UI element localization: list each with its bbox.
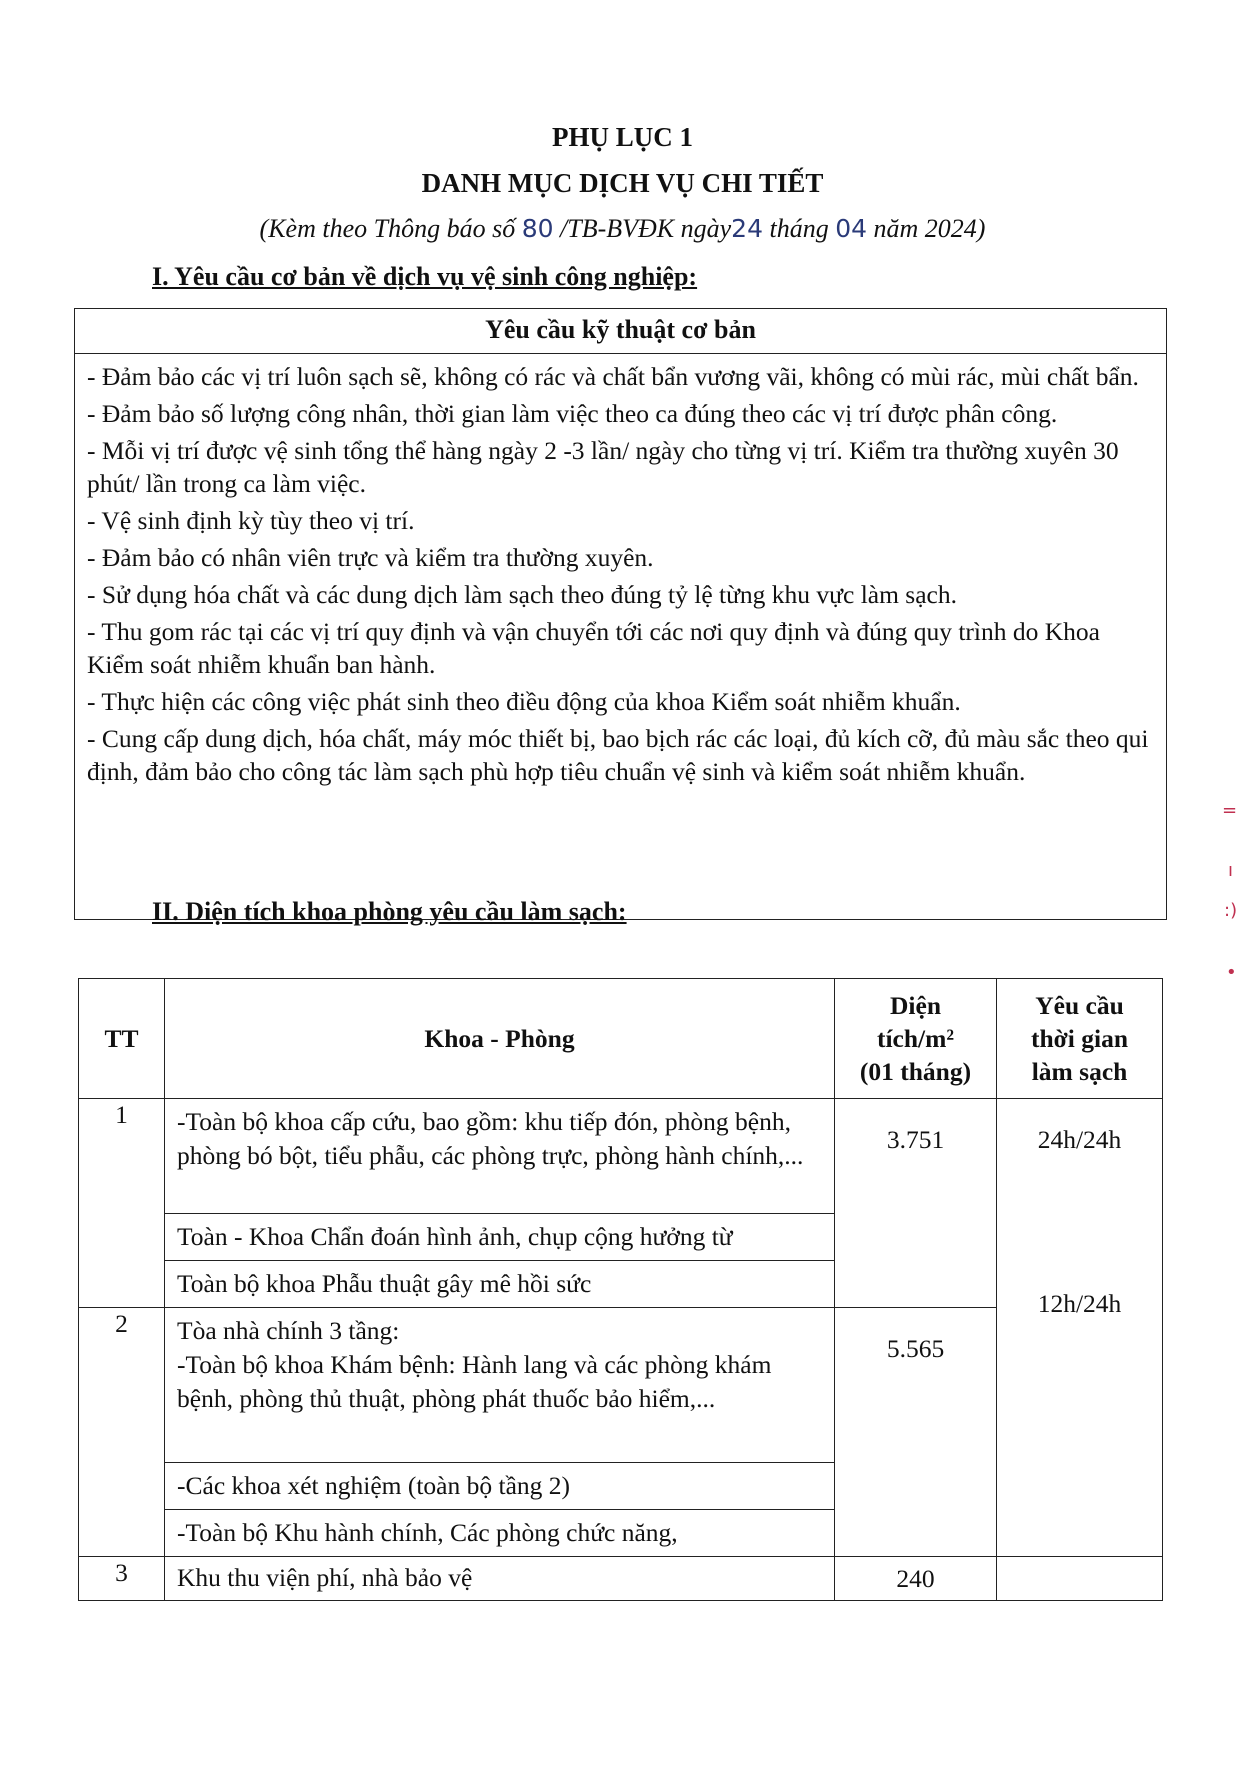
requirement-item: - Đảm bảo có nhân viên trực và kiểm tra thường xuyên.: [87, 543, 654, 572]
requirement-item: - Vệ sinh định kỳ tùy theo vị trí.: [87, 506, 415, 535]
row-area: 3.751: [835, 1099, 997, 1308]
table-row: [79, 1557, 1163, 1601]
section-2-heading: II. Diện tích khoa phòng yêu cầu làm sạch:: [152, 897, 627, 926]
reference-number: 80: [521, 214, 554, 243]
reference-prefix: (Kèm theo Thông báo số: [259, 214, 522, 243]
header-khoa-phong: Khoa - Phòng: [165, 979, 835, 1099]
row-khoa-phong: Toàn - Khoa Chẩn đoán hình ảnh, chụp cộng hưởng từ: [165, 1214, 835, 1261]
reference-day: 24: [731, 214, 763, 243]
requirement-item: - Thực hiện các công việc phát sinh theo điều động của khoa Kiểm soát nhiễm khuẩn.: [87, 687, 961, 716]
reference-month-label: tháng: [762, 214, 836, 243]
requirement-item: - Cung cấp dung dịch, hóa chất, máy móc thiết bị, bao bịch rác các loại, đủ kích cỡ, đủ màu sắc theo qui định, đảm bảo cho công tác làm sạch phù hợp tiêu chuẩn vệ sinh và kiểm soát nhiễm khuẩn.: [87, 724, 1149, 786]
margin-mark: :): [1224, 900, 1238, 921]
cleaning-area-table: [78, 978, 1163, 1601]
margin-mark: =: [1222, 800, 1238, 821]
row-khoa-phong: Toàn bộ khoa Phẫu thuật gây mê hồi sức: [165, 1261, 835, 1308]
appendix-title: PHỤ LỤC 1: [552, 122, 693, 152]
section-1-heading: I. Yêu cầu cơ bản về dịch vụ vệ sinh công nghiệp:: [152, 262, 698, 291]
row-khoa-phong: [165, 1308, 835, 1463]
header-dien-tich-line: (01 tháng): [859, 1057, 972, 1086]
requirements-box-title: Yêu cầu kỹ thuật cơ bản: [75, 309, 1166, 354]
margin-mark: •: [1226, 962, 1237, 983]
row-tt: 1: [79, 1099, 165, 1308]
row-tt: 3: [79, 1557, 165, 1601]
requirement-item: - Đảm bảo các vị trí luôn sạch sẽ, không có rác và chất bẩn vương vãi, không có mùi rác, mùi chất bẩn.: [87, 362, 1139, 391]
row-khoa-phong: Khu thu viện phí, nhà bảo vệ: [165, 1557, 835, 1601]
header-dien-tich: [835, 979, 997, 1099]
reference-line: [0, 214, 1245, 244]
table-row: [79, 1099, 1163, 1214]
reference-month: 04: [835, 214, 868, 243]
row-area: 240: [835, 1557, 997, 1601]
reference-middle: /TB-BVĐK ngày: [553, 214, 732, 243]
header-yeu-cau-line: thời gian: [1030, 1024, 1129, 1053]
row-cleaning-time: [997, 1099, 1163, 1557]
row-tt: 2: [79, 1308, 165, 1557]
row-area: 5.565: [835, 1308, 997, 1557]
row-cleaning-time-empty: [997, 1557, 1163, 1601]
header-yeu-cau: [997, 979, 1163, 1099]
row-khoa-phong: -Toàn bộ khoa cấp cứu, bao gồm: khu tiếp đón, phòng bệnh, phòng bó bột, tiểu phẫu, các phòng trực, phòng hành chính,...: [165, 1099, 835, 1214]
document-subtitle: DANH MỤC DỊCH VỤ CHI TIẾT: [421, 168, 824, 198]
header-tt: TT: [79, 979, 165, 1099]
table-header-row: [79, 979, 1163, 1099]
requirement-item: - Sử dụng hóa chất và các dung dịch làm sạch theo đúng tỷ lệ từng khu vực làm sạch.: [87, 580, 957, 609]
row-khoa-phong: -Các khoa xét nghiệm (toàn bộ tầng 2): [165, 1463, 835, 1510]
requirements-box: [74, 308, 1167, 920]
header-yeu-cau-line: làm sạch: [1031, 1057, 1128, 1086]
requirement-item: - Thu gom rác tại các vị trí quy định và vận chuyển tới các nơi quy định và đúng quy trình do Khoa Kiểm soát nhiễm khuẩn ban hành.: [87, 617, 1100, 679]
requirement-item: - Mỗi vị trí được vệ sinh tổng thể hàng ngày 2 -3 lần/ ngày cho từng vị trí. Kiểm tra thường xuyên 30 phút/ lần trong ca làm việc.: [87, 436, 1119, 498]
header-dien-tich-line: tích/m²: [876, 1024, 955, 1053]
requirement-item: - Đảm bảo số lượng công nhân, thời gian làm việc theo ca đúng theo các vị trí được phân công.: [87, 399, 1058, 428]
margin-mark: ı: [1228, 860, 1234, 881]
row-cleaning-time-2: 12h/24h: [1037, 1289, 1122, 1318]
reference-suffix: năm 2024): [867, 214, 986, 243]
requirements-list: [75, 354, 1166, 788]
row-khoa-phong: -Toàn bộ Khu hành chính, Các phòng chức năng,: [165, 1510, 835, 1557]
row-khoa-phong-line: -Toàn bộ khoa Khám bệnh: Hành lang và các phòng khám bệnh, phòng thủ thuật, phòng phát thuốc bảo hiểm,...: [177, 1350, 772, 1413]
row-cleaning-time-1: 24h/24h: [1037, 1125, 1122, 1154]
row-khoa-phong-line: Tòa nhà chính 3 tầng:: [177, 1316, 400, 1345]
header-yeu-cau-line: Yêu cầu: [1035, 991, 1124, 1020]
header-dien-tich-line: Diện: [890, 991, 941, 1020]
